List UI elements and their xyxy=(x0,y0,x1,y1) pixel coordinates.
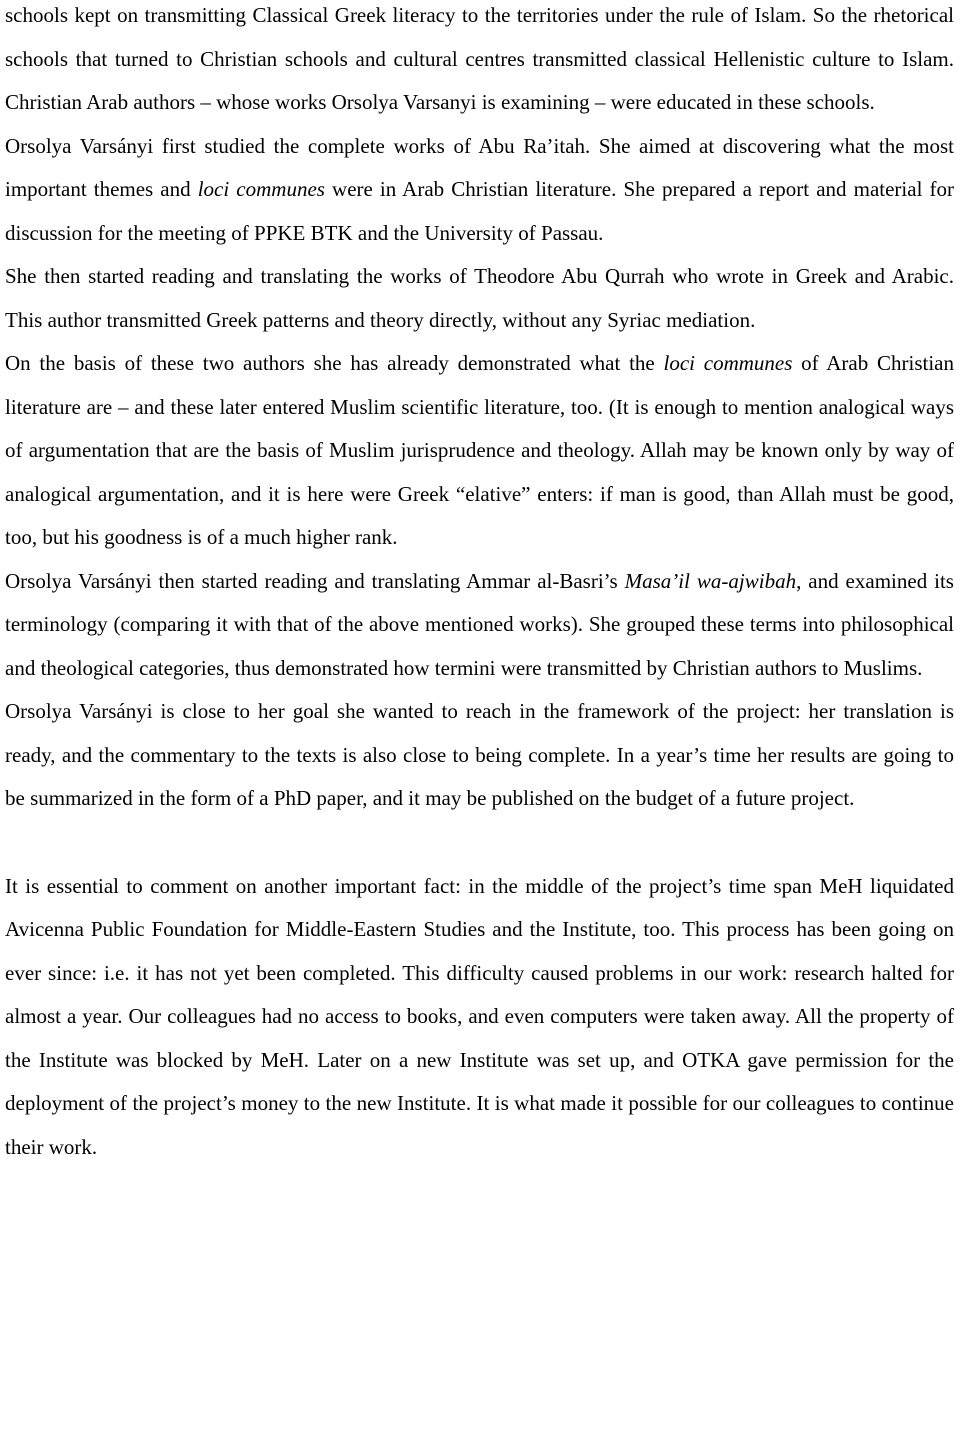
italic-term: loci communes xyxy=(663,351,793,375)
paragraph-loci-communes xyxy=(5,342,954,560)
paragraph-abu-raitah xyxy=(5,125,954,256)
text-run: , and examined its terminology (comparing it with that of the above mentioned works). She grouped these terms into philosophical and theological categories, thus demonstrated how termini were transmitted by Christian authors to Muslims. xyxy=(5,568,954,680)
text-run: She then started reading and translating the works of Theodore Abu Qurrah who wrote in Greek and Arabic. This author transmitted Greek patterns and theory directly, without any Syriac mediation. xyxy=(5,264,954,332)
paragraph-project-goal xyxy=(5,690,954,821)
italic-term: loci communes xyxy=(197,177,325,201)
paragraph-gap xyxy=(5,821,954,865)
text-run: of Arab Christian literature are – and these later entered Muslim scientific literature, too. (It is enough to mention analogical ways of argumentation that are the basis of Muslim jurisprudence and theology. Allah may be known only by way of analogical argumentation, and it is here were Greek “elative” enters: if man is good, than Allah must be good, too, but his goodness is of a much higher rank. xyxy=(5,351,955,549)
paragraph-abu-qurrah xyxy=(5,255,954,342)
paragraph-ammar-al-basri xyxy=(5,560,954,691)
paragraph-greek-literacy xyxy=(5,0,954,125)
paragraph-institute-liquidation xyxy=(5,865,954,1170)
text-run: On the basis of these two authors she has already demonstrated what the xyxy=(5,351,664,375)
text-run: Orsolya Varsányi then started reading and translating Ammar al-Basri’s xyxy=(5,568,625,593)
document-body xyxy=(5,0,954,1169)
text-run: Orsolya Varsányi first studied the complete works of Abu Ra’itah. She aimed at discovering what the most important themes and xyxy=(5,133,954,201)
text-run: Orsolya Varsányi is close to her goal she wanted to reach in the framework of the project: her translation is ready, and the commentary to the texts is also close to being complete. In a year’s time her results are going to be summarized in the form of a PhD paper, and it may be published on the budget of a future project. xyxy=(5,699,954,810)
italic-title: Masa’il wa-ajwibah xyxy=(624,568,797,593)
text-run: schools kept on transmitting Classical Greek literacy to the territories under the rule of Islam. So the rhetorical schools that turned to Christian schools and cultural centres transmitted classical Hellenistic culture to Islam. Christian Arab authors – whose works Orsolya Varsanyi is examining – were educated in these schools. xyxy=(5,3,954,114)
text-run: It is essential to comment on another important fact: in the middle of the project’s time span MeH liquidated Avicenna Public Foundation for Middle-Eastern Studies and the Institute, too. This process has been going on ever since: i.e. it has not yet been completed. This difficulty caused problems in our work: research halted for almost a year. Our colleagues had no access to books, and even computers were taken away. All the property of the Institute was blocked by MeH. Later on a new Institute was set up, and OTKA gave permission for the deployment of the project’s money to the new Institute. It is what made it possible for our colleagues to continue their work. xyxy=(5,873,954,1159)
text-run: were in Arab Christian literature. She prepared a report and material for discussion for the meeting of PPKE BTK and the University of Passau. xyxy=(5,177,954,245)
